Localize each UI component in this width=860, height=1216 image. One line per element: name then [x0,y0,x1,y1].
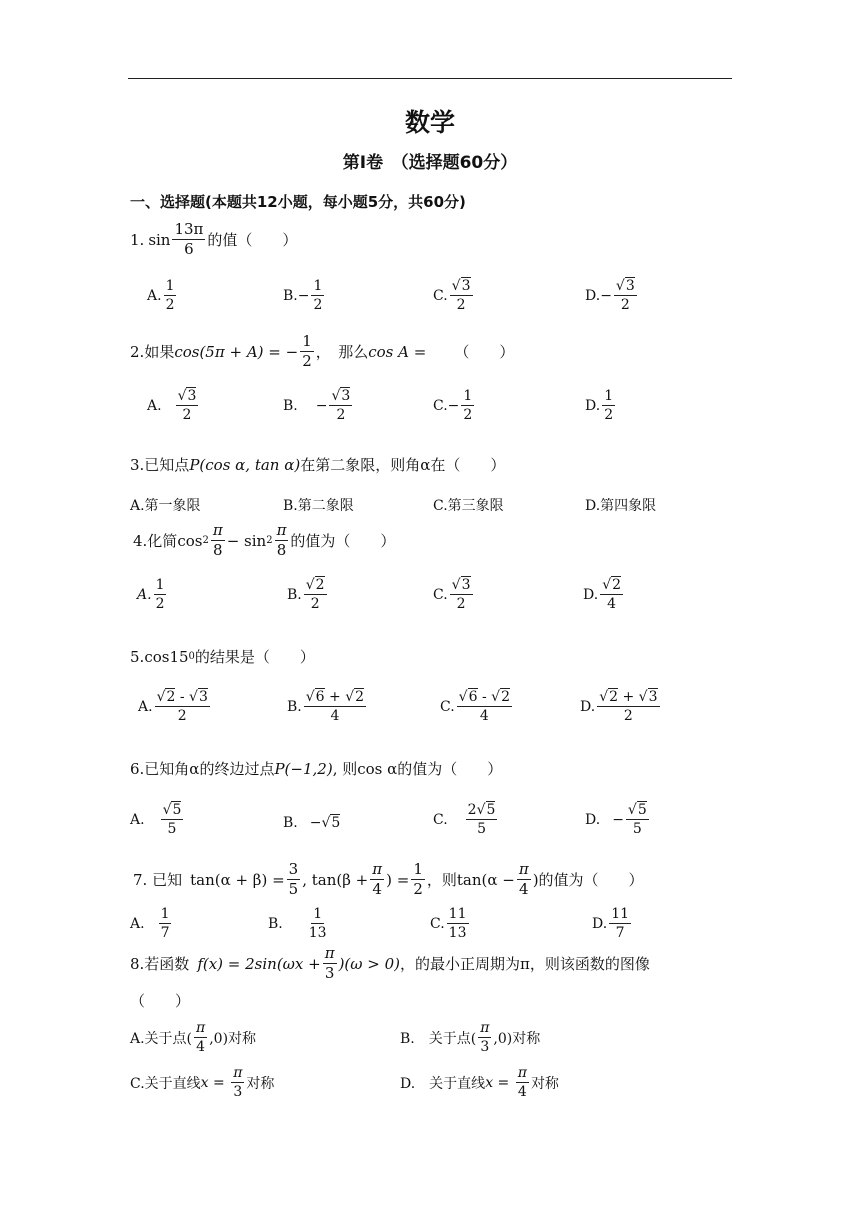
top-rule [128,78,732,79]
q2-option-c[interactable]: C. − $\frac{1}{2}$ [433,388,473,423]
q2-option-d[interactable]: D. 1 2 [585,388,614,423]
q5-option-a[interactable]: A. √2 - √3 2 [138,689,208,724]
q7-option-b[interactable]: B. 1 13 [268,906,327,941]
q6-option-d[interactable]: D. − $\frac{√5}{5}$ [585,802,647,837]
q3-option-d[interactable]: D.第四象限 [585,498,657,514]
q8-option-c[interactable]: C.关于直线 x = $\frac{\pi}{3}$ 对称 [130,1065,275,1100]
q3-option-b[interactable]: B.第二象限 [283,498,354,514]
question-2: 2. 如果 cos(5π + A) = − $\frac{1}{2}$ ， 那么 cos A = （ ） [130,332,515,370]
q5-option-b[interactable]: B. √6 + √2 4 [287,689,365,724]
q1-option-a[interactable]: A. 1 2 [147,278,175,313]
q6-option-c[interactable]: C. 2√5 5 [433,802,496,837]
q7-option-d[interactable]: D. 11 7 [592,906,630,941]
q3-option-c[interactable]: C.第三象限 [433,498,504,514]
q1-option-c[interactable]: C. √3 2 [433,278,471,313]
section-heading: 一、选择题(本题共12小题，每小题5分，共60分) [130,193,466,211]
q2-option-a[interactable]: A. √3 2 [147,388,197,423]
q4-option-c[interactable]: C. √3 2 [433,577,471,612]
q1-fraction: 13π 6 [174,220,204,258]
page-title: 数学 [404,108,455,137]
q1-option-d[interactable]: D. − $\frac{√3}{2}$ [585,278,635,313]
q7-option-a[interactable]: A. 1 7 [130,906,170,941]
q3-option-a[interactable]: A.第一象限 [130,498,201,514]
question-4: 4.化简 cos 2 π 8 − sin 2 π 8 的值为（ ） [133,521,396,559]
q8-option-a[interactable]: A.关于点( π 4 ,0)对称 [130,1020,257,1055]
q1-option-b[interactable]: B. − $\frac{1}{2}$ [283,278,323,313]
q8-option-b[interactable]: B. 关于点( π 3 ,0)对称 [400,1020,541,1055]
question-3: 3.已知点 P(cos α, tan α) 在第二象限，则角α在（ ） [130,455,506,474]
question-5: 5. cos15 0 的结果是（ ） [130,647,315,666]
q6-option-a[interactable]: A. √5 5 [130,802,182,837]
q1-number: 1. [130,230,145,249]
q5-option-c[interactable]: C. √6 - √2 4 [440,689,510,724]
q4-option-b[interactable]: B. √2 2 [287,577,325,612]
q4-option-d[interactable]: D. √2 4 [583,577,622,612]
q4-option-a[interactable]: A. 1 2 [137,577,165,612]
question-8: 8.若函数 f(x) = 2sin(ωx + $\frac{\pi}{3}$ )(ω > 0) ，的最小正周期为π，则该函数的图像 [130,944,650,982]
question-7: 7. 已知 tan(α + β) = $\frac{3}{5}$ , tan(β + $\frac{\pi}{4}$ ) = $\frac{1}{2}$ ，则 tan(α − $\frac{\pi}{4}$ )的值为（ ） [133,860,644,898]
question-1: 1. sin 13π 6 的值（ ） [130,220,298,258]
q8-option-d[interactable]: D. 关于直线 x = $\frac{\pi}{4}$ 对称 [400,1065,559,1100]
q7-option-c[interactable]: C. 11 13 [430,906,467,941]
q8-answer-paren: （ ） [130,992,191,1010]
question-6: 6.已知角α的终边过点 P(−1,2) , 则 cos α 的值为（ ） [130,759,503,778]
q6-option-b[interactable]: B. −√5 [283,815,341,831]
q2-option-b[interactable]: B. − $\frac{√3}{2}$ [283,388,351,423]
page-subtitle: 第Ⅰ卷 （选择题60分） [342,153,518,173]
q5-option-d[interactable]: D. √2 + √3 2 [580,689,658,724]
